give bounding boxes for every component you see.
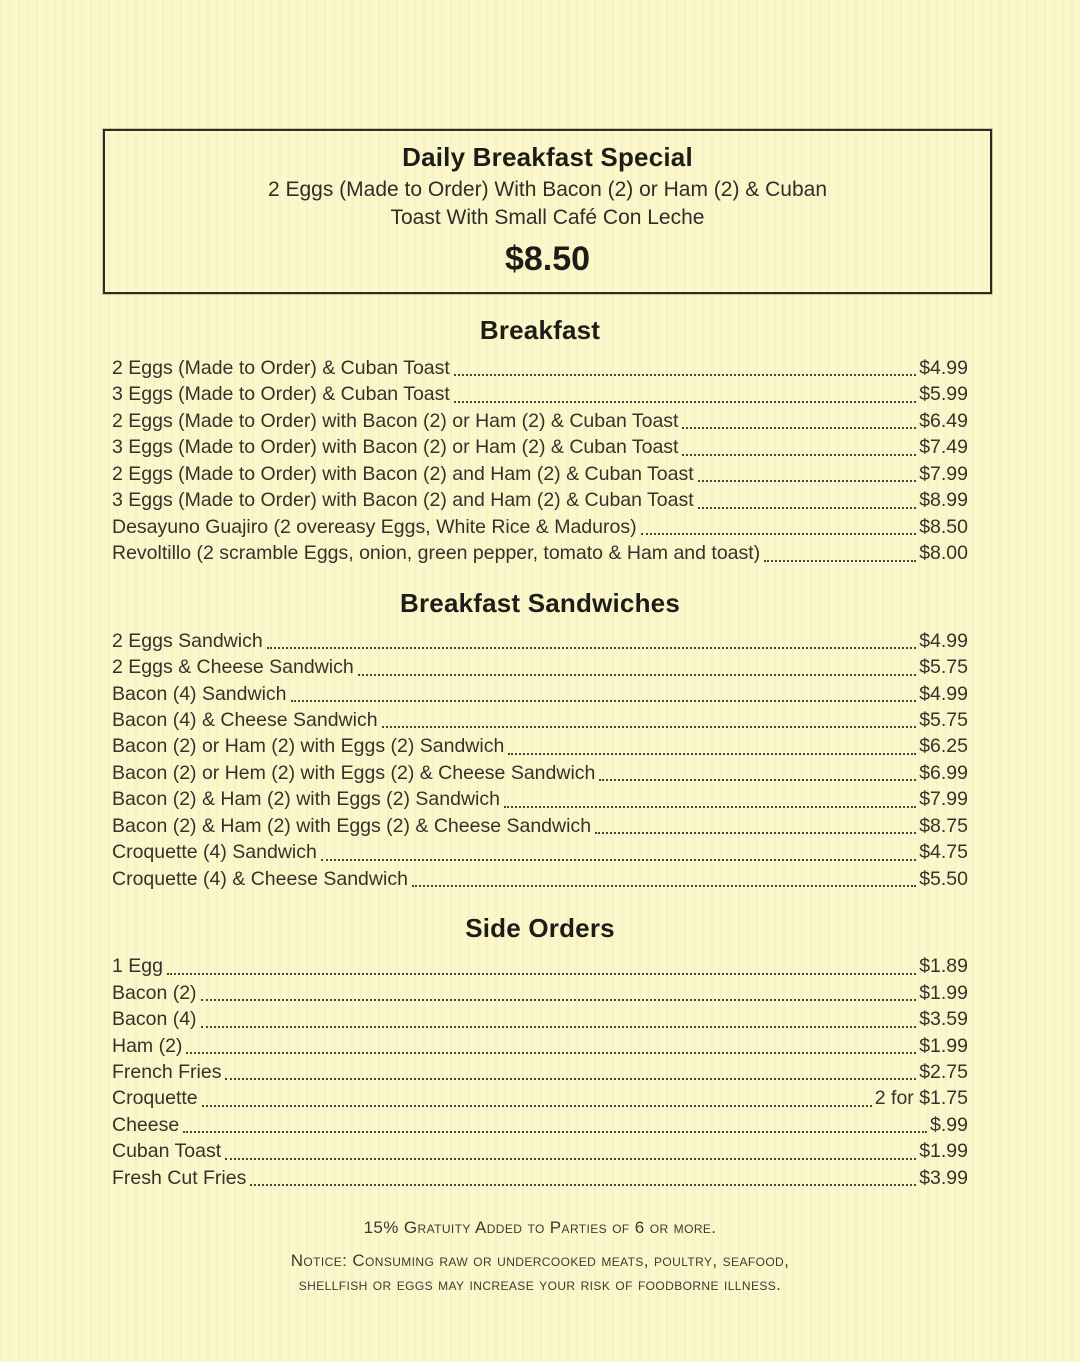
item-name: 3 Eggs (Made to Order) & Cuban Toast bbox=[112, 383, 450, 406]
item-price: $.99 bbox=[930, 1113, 968, 1136]
menu-item bbox=[112, 733, 968, 759]
item-price: $1.99 bbox=[919, 1140, 968, 1163]
dot-leader bbox=[682, 427, 916, 429]
special-description-line2: Toast With Small Café Con Leche bbox=[390, 206, 705, 229]
item-price: $4.99 bbox=[919, 357, 968, 379]
menu-item bbox=[112, 487, 968, 513]
dot-leader bbox=[225, 1158, 916, 1160]
menu-item bbox=[112, 381, 968, 407]
item-price: $7.99 bbox=[919, 788, 968, 811]
dot-leader bbox=[382, 726, 917, 728]
special-description-line1: 2 Eggs (Made to Order) With Bacon (2) or Ham (2) & Cuban bbox=[267, 178, 828, 201]
item-name: 2 Eggs Sandwich bbox=[112, 629, 263, 652]
menu-item bbox=[112, 839, 968, 865]
menu-item bbox=[112, 681, 968, 707]
menu-footer bbox=[0, 1218, 1080, 1297]
item-price: 2 for $1.75 bbox=[874, 1087, 968, 1110]
dot-leader bbox=[641, 533, 917, 535]
menu-item bbox=[112, 953, 968, 979]
item-name: Bacon (2) or Ham (2) with Eggs (2) Sandwich bbox=[112, 735, 505, 758]
dot-leader bbox=[599, 779, 916, 781]
dot-leader bbox=[201, 999, 917, 1001]
item-price: $8.00 bbox=[919, 542, 968, 565]
menu-item bbox=[112, 1006, 968, 1032]
item-price: $3.99 bbox=[919, 1166, 968, 1189]
dot-leader bbox=[183, 1131, 927, 1133]
item-price: $5.99 bbox=[919, 383, 968, 406]
dot-leader bbox=[321, 859, 916, 861]
gratuity-note: 15% Gratuity Added to Parties of 6 or more. bbox=[363, 1218, 717, 1238]
item-name: Bacon (2) or Hem (2) with Eggs (2) & Cheese Sandwich bbox=[112, 761, 596, 784]
item-price: $4.99 bbox=[919, 629, 968, 652]
menu-item bbox=[112, 408, 968, 434]
menu-item bbox=[112, 540, 968, 566]
menu-item bbox=[112, 786, 968, 812]
item-price: $1.99 bbox=[919, 981, 968, 1004]
dot-leader bbox=[225, 1078, 916, 1080]
item-name: Cuban Toast bbox=[112, 1140, 222, 1163]
item-price: $8.75 bbox=[919, 814, 968, 837]
menu-item bbox=[112, 355, 968, 381]
item-name: Bacon (4) & Cheese Sandwich bbox=[112, 708, 378, 731]
dot-leader bbox=[250, 1184, 916, 1186]
menu-item bbox=[112, 514, 968, 540]
menu-item bbox=[112, 866, 968, 892]
dot-leader bbox=[202, 1105, 872, 1107]
item-price: $1.89 bbox=[919, 955, 968, 978]
item-price: $7.49 bbox=[919, 436, 968, 459]
daily-special-box bbox=[103, 129, 992, 294]
item-name: Bacon (4) Sandwich bbox=[112, 682, 287, 705]
section-title-side-orders: Side Orders bbox=[465, 913, 615, 944]
special-price: $8.50 bbox=[504, 240, 591, 278]
menu-item bbox=[112, 461, 968, 487]
item-price: $5.75 bbox=[919, 708, 968, 731]
item-name: Bacon (4) bbox=[112, 1008, 197, 1031]
dot-leader bbox=[267, 647, 917, 649]
dot-leader bbox=[504, 806, 916, 808]
item-name: Ham (2) bbox=[112, 1034, 183, 1057]
health-notice-line2: shellfish or eggs may increase your risk of foodborne illness. bbox=[298, 1275, 782, 1295]
item-name: 2 Eggs (Made to Order) & Cuban Toast bbox=[112, 357, 450, 379]
item-name: 2 Eggs (Made to Order) with Bacon (2) or Ham (2) & Cuban Toast bbox=[112, 409, 679, 432]
item-price: $2.75 bbox=[919, 1060, 968, 1083]
item-name: 1 Egg bbox=[112, 955, 163, 978]
menu-item bbox=[112, 1085, 968, 1111]
item-name: 2 Eggs & Cheese Sandwich bbox=[112, 656, 354, 679]
menu-item bbox=[112, 760, 968, 786]
item-name: Bacon (2) & Ham (2) with Eggs (2) & Cheese Sandwich bbox=[112, 814, 592, 837]
dot-leader bbox=[291, 700, 917, 702]
health-notice bbox=[0, 1249, 1080, 1297]
item-name: Desayuno Guajiro (2 overeasy Eggs, White Rice & Maduros) bbox=[112, 515, 637, 538]
dot-leader bbox=[508, 753, 916, 755]
item-name: French Fries bbox=[112, 1060, 222, 1083]
item-price: $3.59 bbox=[919, 1008, 968, 1031]
menu-item bbox=[112, 654, 968, 680]
menu-item bbox=[112, 980, 968, 1006]
item-name: Bacon (2) bbox=[112, 981, 197, 1004]
menu-item bbox=[112, 1033, 968, 1059]
section-title-breakfast: Breakfast bbox=[479, 315, 601, 345]
dot-leader bbox=[412, 885, 916, 887]
item-name: Croquette (4) Sandwich bbox=[112, 841, 317, 864]
item-name: Bacon (2) & Ham (2) with Eggs (2) Sandwich bbox=[112, 788, 500, 811]
item-name: Cheese bbox=[112, 1113, 180, 1136]
item-price: $6.49 bbox=[919, 409, 968, 432]
dot-leader bbox=[454, 401, 916, 403]
menu-item bbox=[112, 1112, 968, 1138]
section-title-breakfast-sandwiches: Breakfast Sandwiches bbox=[399, 587, 680, 618]
dot-leader bbox=[358, 674, 916, 676]
dot-leader bbox=[595, 832, 916, 834]
item-name: 3 Eggs (Made to Order) with Bacon (2) and Ham (2) & Cuban Toast bbox=[112, 489, 694, 512]
menu-sections bbox=[112, 315, 968, 1191]
item-name: Revoltillo (2 scramble Eggs, onion, green pepper, tomato & Ham and toast) bbox=[112, 542, 761, 565]
item-price: $4.75 bbox=[919, 841, 968, 864]
item-name: Croquette bbox=[112, 1087, 198, 1110]
menu-item bbox=[112, 434, 968, 460]
item-name: Fresh Cut Fries bbox=[112, 1166, 247, 1189]
item-price: $6.25 bbox=[919, 735, 968, 758]
menu-item bbox=[112, 1059, 968, 1085]
special-title: Daily Breakfast Special bbox=[402, 142, 693, 172]
dot-leader bbox=[167, 973, 916, 975]
dot-leader bbox=[454, 374, 916, 376]
menu-item bbox=[112, 1138, 968, 1164]
item-price: $7.99 bbox=[919, 462, 968, 485]
dot-leader bbox=[186, 1052, 916, 1054]
menu-item bbox=[112, 628, 968, 654]
item-price: $1.99 bbox=[919, 1034, 968, 1057]
dot-leader bbox=[698, 480, 917, 482]
item-price: $6.99 bbox=[919, 761, 968, 784]
menu-item bbox=[112, 1165, 968, 1191]
item-price: $5.75 bbox=[919, 656, 968, 679]
menu-item bbox=[112, 707, 968, 733]
dot-leader bbox=[682, 454, 916, 456]
item-price: $8.50 bbox=[919, 515, 968, 538]
item-price: $5.50 bbox=[919, 867, 968, 890]
menu-item bbox=[112, 813, 968, 839]
dot-leader bbox=[201, 1026, 917, 1028]
item-price: $4.99 bbox=[919, 682, 968, 705]
item-name: 3 Eggs (Made to Order) with Bacon (2) or Ham (2) & Cuban Toast bbox=[112, 436, 679, 459]
dot-leader bbox=[764, 560, 916, 562]
health-notice-line1: Notice: Consuming raw or undercooked meats, poultry, seafood, bbox=[290, 1251, 790, 1271]
item-name: Croquette (4) & Cheese Sandwich bbox=[112, 867, 408, 890]
item-name: 2 Eggs (Made to Order) with Bacon (2) and Ham (2) & Cuban Toast bbox=[112, 462, 694, 485]
item-price: $8.99 bbox=[919, 489, 968, 512]
dot-leader bbox=[698, 507, 917, 509]
